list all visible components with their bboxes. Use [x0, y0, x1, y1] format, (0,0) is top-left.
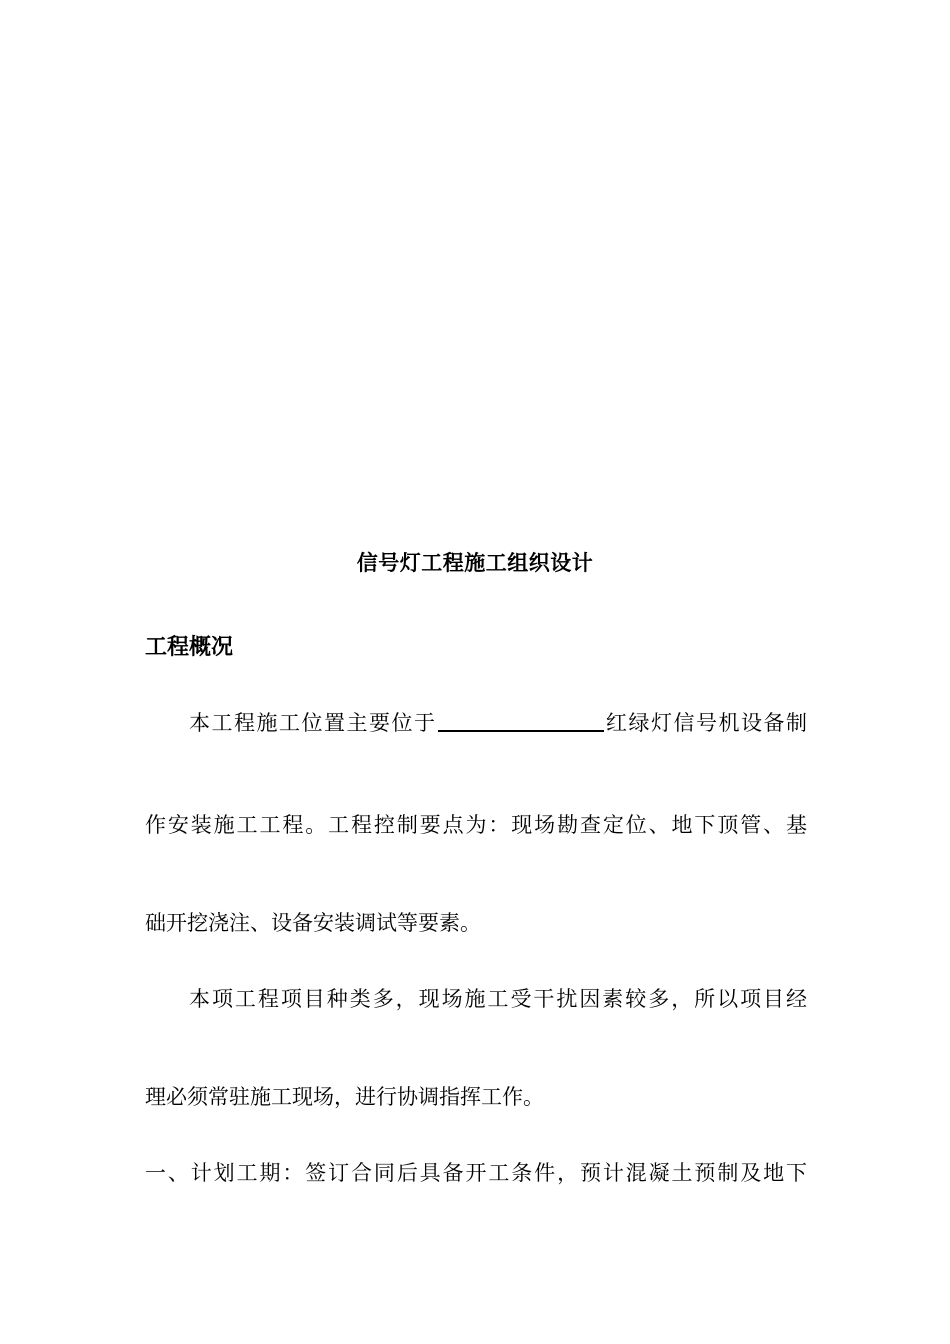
paragraph-text: 本工程施工位置主要位于 — [189, 711, 437, 735]
paragraph-line: 一、计划工期：签订合同后具备开工条件，预计混凝土预制及地下 — [145, 1161, 807, 1185]
fill-in-blank — [438, 708, 604, 732]
paragraph-line: 作安装施工工程。工程控制要点为：现场勘查定位、地下顶管、基 — [145, 813, 807, 837]
document-title: 信号灯工程施工组织设计 — [356, 551, 594, 575]
paragraph-line: 础开挖浇注、设备安装调试等要素。 — [145, 911, 481, 935]
paragraph-line: 本项工程项目种类多，现场施工受干扰因素较多，所以项目经 — [189, 987, 807, 1011]
paragraph-line — [145, 708, 807, 738]
paragraph-text: 红绿灯信号机设备制 — [604, 711, 807, 735]
section-heading: 工程概况 — [145, 635, 234, 660]
paragraph-line: 理必须常驻施工现场，进行协调指挥工作。 — [145, 1085, 544, 1109]
